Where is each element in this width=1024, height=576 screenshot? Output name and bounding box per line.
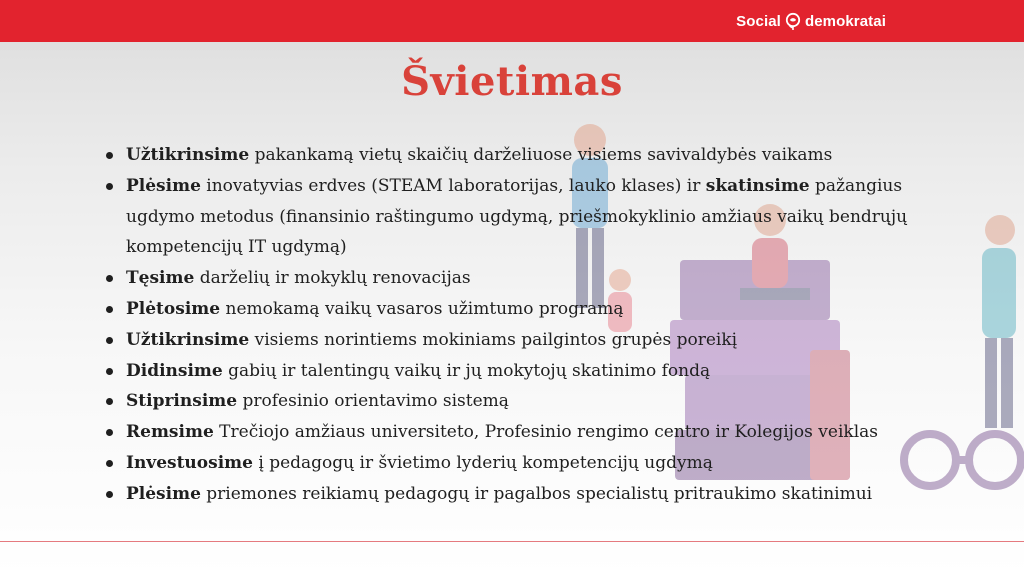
- goals-list: [104, 140, 964, 510]
- brand-word-social: Social: [736, 12, 781, 30]
- list-item: [104, 294, 964, 325]
- goal-text-secondary: pažangius ugdymo metodus (finansinio raštingumo ugdymą, priešmokyklinio amžiaus vaikų bendrųjų kompetencijų IT ugdymą): [126, 175, 908, 258]
- goal-verb: Tęsime: [126, 268, 195, 289]
- goal-verb: Investuosime: [126, 452, 253, 473]
- list-item: [104, 417, 964, 448]
- goal-text: profesinio orientavimo sistemą: [237, 391, 509, 412]
- brand-logo: [736, 10, 886, 32]
- list-item: [104, 140, 964, 171]
- goal-verb: Didinsime: [126, 360, 223, 381]
- goal-text: darželių ir mokyklų renovacijas: [194, 268, 471, 289]
- goal-verb-secondary: skatinsime: [705, 175, 810, 196]
- list-item: [104, 325, 964, 356]
- list-item: [104, 386, 964, 417]
- goal-verb: Plėtosime: [126, 298, 221, 319]
- list-item: [104, 356, 964, 387]
- goal-text: į pedagogų ir švietimo lyderių kompetencijų ugdymą: [252, 452, 713, 473]
- goal-text: nemokamą vaikų vasaros užimtumo programą: [220, 298, 624, 319]
- goal-verb: Plėsime: [126, 483, 201, 504]
- header-bar: [0, 0, 1024, 42]
- brand-word-demokratai: demokratai: [804, 12, 886, 30]
- rose-icon: [783, 11, 803, 31]
- goal-verb: Užtikrinsime: [126, 329, 250, 350]
- goal-text: visiems norintiems mokiniams pailgintos grupės poreikį: [249, 329, 738, 350]
- goal-verb: Užtikrinsime: [126, 145, 250, 165]
- goal-verb: Remsime: [126, 422, 214, 443]
- list-item: [104, 263, 964, 294]
- page-title: Švietimas: [401, 58, 623, 105]
- goal-verb: Plėsime: [126, 175, 201, 196]
- goal-text: inovatyvias erdves (STEAM laboratorijas, lauko klases) ir: [200, 175, 706, 196]
- goal-text: gabių ir talentingų vaikų ir jų mokytojų skatinimo fondą: [222, 360, 711, 381]
- goal-text: Trečiojo amžiaus universiteto, Profesinio rengimo centro ir Kolegijos veiklas: [213, 422, 878, 443]
- footer-divider: [0, 541, 1024, 542]
- goal-text: priemones reikiamų pedagogų ir pagalbos specialistų pritraukimo skatinimui: [200, 483, 873, 504]
- goal-verb: Stiprinsime: [126, 391, 238, 412]
- goal-text: pakankamą vietų skaičių darželiuose visiems savivaldybės vaikams: [249, 145, 833, 165]
- list-item: [104, 171, 964, 263]
- list-item: [104, 479, 964, 510]
- list-item: [104, 448, 964, 479]
